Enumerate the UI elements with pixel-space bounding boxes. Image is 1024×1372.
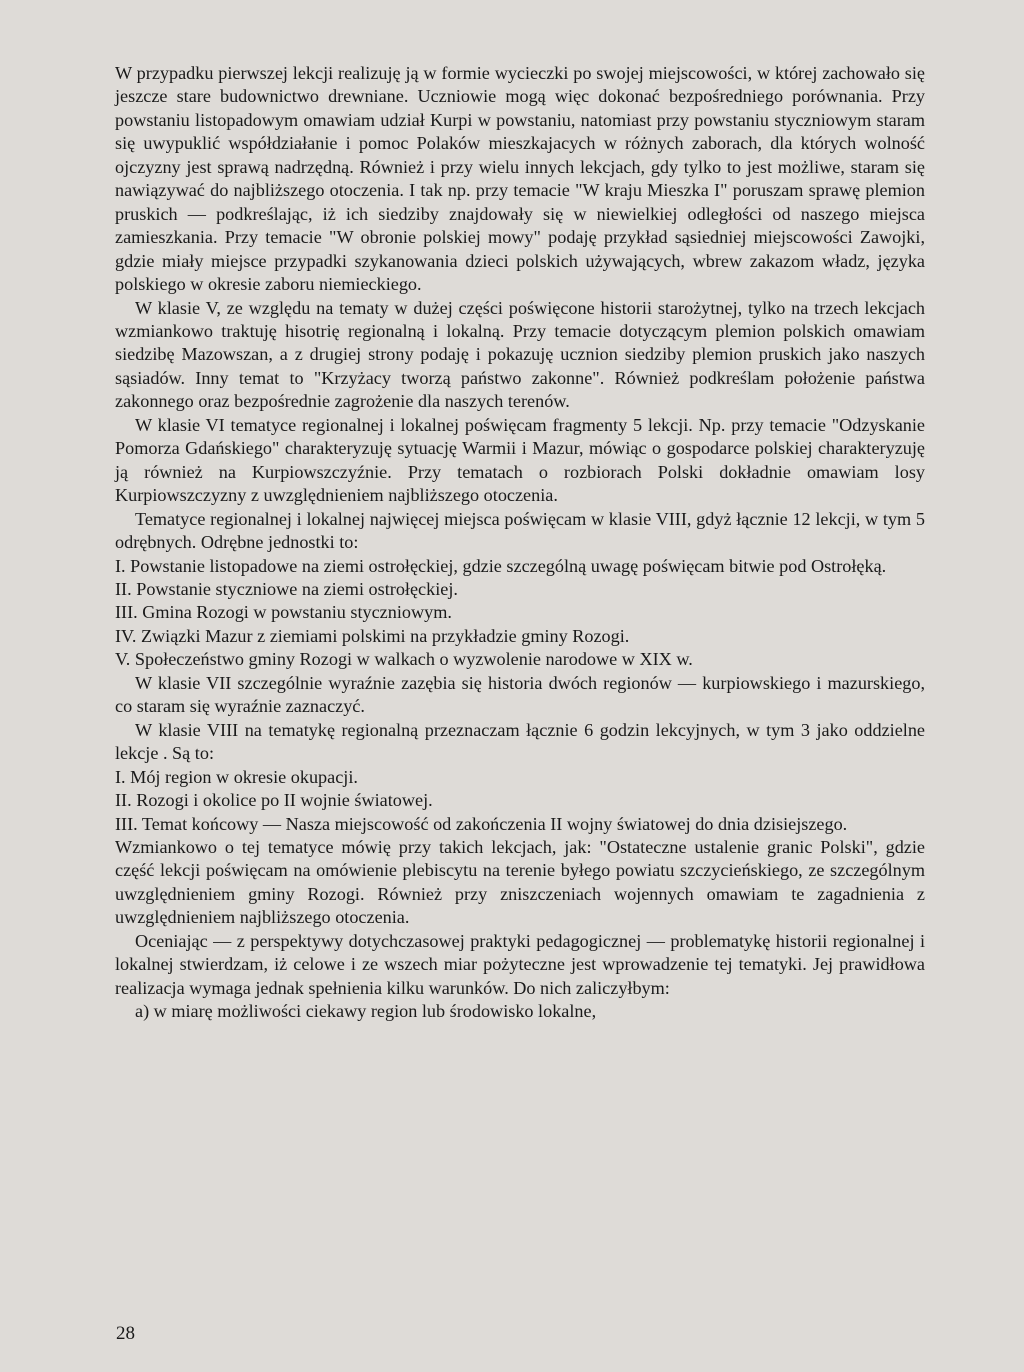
paragraph-6: W klasie VIII na tematykę regionalną przeznaczam łącznie 6 godzin lekcyjnych, w tym 3 jako oddzielne lekcje . Są to: [115,719,925,764]
list-item: I. Mój region w okresie okupacji. [115,766,358,787]
paragraph-3: W klasie VI tematyce regionalnej i lokalnej poświęcam fragmenty 5 lekcji. Np. przy temacie "Odzyskanie Pomorza Gdańskiego" charakteryzuję sytuację Warmii i Mazur, mówiąc o gospodarce polskiej charakteryzuję ją również na Kurpiowszczyźnie. Przy tematach o rozbiorach Polski dokładnie omawiam losy Kurpiowszczyzny z uwzględnieniem najbliższego otoczenia. [115,414,925,506]
list-item: III. Temat końcowy — Nasza miejscowość od zakończenia II wojny światowej do dnia dzisiejszego. [115,813,848,834]
list-item: II. Powstanie styczniowe na ziemi ostrołęckiej. [115,578,458,599]
paragraph-7: Wzmiankowo o tej tematyce mówię przy takich lekcjach, jak: "Ostateczne ustalenie granic Polski", gdzie część lekcji poświęcam na omówienie plebiscytu na terenie byłego powiatu szczycieńskiego, ze szczególnym uwzględnieniem gminy Rozogi. Również przy zniszczeniach wojennych omawiam te zagadnienia z uwzględnieniem najbliższego otoczenia. [115,836,925,928]
page-number: 28 [116,1323,135,1344]
list-item: IV. Związki Mazur z ziemiami polskimi na przykładzie gminy Rozogi. [115,625,630,646]
paragraph-4: Tematyce regionalnej i lokalnej najwięcej miejsca poświęcam w klasie VIII, gdyż łącznie 12 lekcji, w tym 5 odrębnych. Odrębne jednostki to: [115,508,925,553]
body-text [115,62,925,1024]
list-item: III. Gmina Rozogi w powstaniu styczniowym. [115,602,452,623]
paragraph-2: W klasie V, ze względu na tematy w dużej części poświęcone historii starożytnej, tylko na trzech lekcjach wzmiankowo traktuję hisotrię regionalną i lokalną. Przy temacie dotyczącym plemion polskich omawiam siedzibę Mazowszan, a z drugiej strony podaję i pokazuję ucznion siedziby plemion pruskich jako naszych sąsiadów. Inny temat to "Krzyżacy tworzą państwo zakonne". Również podkreślam położenie państwa zakonnego oraz bezpośrednie zagrożenie dla naszych terenów. [115,297,925,412]
list-item: II. Rozogi i okolice po II wojnie światowej. [115,790,433,811]
list-lessons [115,766,925,836]
paragraph-1: W przypadku pierwszej lekcji realizuję ją w formie wycieczki po swojej miejscowości, w której zachowało się jeszcze stare budownictwo drewniane. Uczniowie mogą więc dokonać bezpośredniego porównania. Przy powstaniu listopadowym omawiam udział Kurpi w powstaniu, natomiast przy powstaniu styczniowym staram się uwypuklić współdziałanie i pomoc Polaków mieszkajacych w różnych zaborach, dla których wolność ojczyzny jest sprawą nadrzędną. Również i przy wielu innych lekcjach, gdy tylko to jest możliwe, staram się nawiązywać do najbliższego otoczenia. I tak np. przy temacie "W kraju Mieszka I" poruszam sprawę plemion pruskich — podkreślając, iż ich siedziby znajdowały się w niewielkiej odległości od naszego miejsca zamieszkania. Przy temacie "W obronie polskiej mowy" podaję przykład sąsiedniej miejscowości Zawojki, gdzie miały miejsce przypadki szykanowania dzieci polskich używających, wbrew zakazom władz, języka polskiego w okresie zaboru niemieckiego. [115,63,925,295]
paragraph-8: Oceniając — z perspektywy dotychczasowej praktyki pedagogicznej — problematykę historii regionalnej i lokalnej stwierdzam, iż celowe i ze wszech miar pożyteczne jest wprowadzenie tej tematyki. Jej prawidłowa realizacja wymaga jednak spełnienia kilku warunków. Do nich zaliczyłbym: [115,930,925,998]
list-item: V. Społeczeństwo gminy Rozogi w walkach o wyzwolenie narodowe w XIX w. [115,649,693,670]
paragraph-5: W klasie VII szczególnie wyraźnie zazębia się historia dwóch regionów — kurpiowskiego i mazurskiego, co staram się wyraźnie zaznaczyć. [115,672,925,717]
paragraph-9: a) w miarę możliwości ciekawy region lub środowisko lokalne, [135,1001,597,1022]
list-separate-units [115,555,925,672]
list-item: I. Powstanie listopadowe na ziemi ostrołęckiej, gdzie szczególną uwagę poświęcam bitwie pod Ostrołęką. [115,555,887,576]
